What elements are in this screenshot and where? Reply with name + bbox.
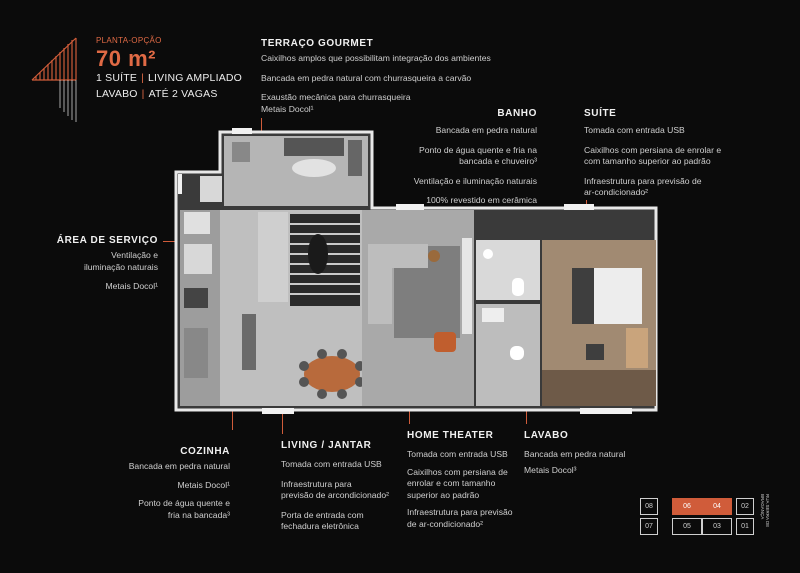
servico-title: ÁREA DE SERVIÇO (56, 235, 158, 246)
feature-suite: 1 SUÍTE (96, 72, 138, 84)
lavabo-item: Bancada em pedra natural (524, 449, 626, 459)
cozinha-item: Metais Docol¹ (177, 479, 230, 490)
unit-cell: 03 (702, 518, 732, 535)
home-item: superior ao padrão (407, 489, 480, 500)
feature-living: LIVING AMPLIADO (148, 72, 243, 84)
banho-item: Ponto de água quente e fria na (418, 144, 537, 155)
lavabo-item: Metais Docol³ (524, 464, 577, 475)
unit-cell-highlight: 04 (702, 498, 732, 515)
plan-features-line-2: LAVABO | ATÉ 2 VAGAS (96, 88, 218, 100)
home-section (407, 430, 527, 530)
home-item: Infraestrutura para previsão (407, 507, 513, 517)
banho-item: 100% revestido em cerâmica (426, 195, 537, 205)
cozinha-item: Ponto de água quente e (138, 498, 230, 508)
living-title: LIVING / JANTAR (281, 440, 372, 451)
plan-features-line-1: 1 SUÍTE | LIVING AMPLIADO (96, 72, 243, 84)
suite-item: Infraestrutura para previsão de (584, 175, 702, 186)
home-title: HOME THEATER (407, 430, 494, 441)
servico-item: Metais Docol¹ (105, 281, 158, 291)
suite-item: ar-condicionado² (584, 187, 649, 197)
home-item: Tomada com entrada USB (407, 449, 508, 459)
suite-item: Caixilhos com persiana de enrolar e (584, 144, 722, 155)
suite-title: SUÍTE (584, 108, 617, 119)
living-item: Tomada com entrada USB (281, 459, 382, 469)
cozinha-item: Bancada em pedra natural (128, 461, 230, 471)
suite-item: com tamanho superior ao padrão (584, 156, 711, 166)
logo-lines-graphic (30, 36, 82, 122)
banho-title: BANHO (497, 108, 537, 119)
living-item: Porta de entrada com (281, 509, 364, 520)
living-section (281, 440, 411, 533)
living-item: fechadura eletrônica (281, 521, 359, 531)
lavabo-section (524, 430, 644, 476)
terraco-item: Metais Docol¹ (261, 103, 314, 114)
cozinha-title: COZINHA (180, 446, 230, 457)
terraco-section (261, 38, 491, 115)
servico-item: Ventilação e (111, 250, 158, 260)
plan-area: 70 m² (96, 46, 156, 71)
terraco-item: Bancada em pedra natural com churrasqueira a carvão (261, 72, 472, 83)
terraco-item: Exaustão mecânica para churrasqueira (261, 92, 411, 102)
lavabo-title: LAVABO (524, 430, 569, 441)
street-label: RUA SERRA DE BRAGANÇA (760, 494, 770, 528)
banho-item: bancada e chuveiro³ (459, 156, 537, 166)
plan-kicker: PLANTA-OPÇÃO (96, 36, 162, 45)
unit-cell-highlight: 06 (672, 498, 702, 515)
banho-item: Bancada em pedra natural (435, 125, 537, 135)
building-site-map (640, 494, 760, 536)
cozinha-section (100, 446, 230, 521)
floor-plan (172, 128, 660, 415)
living-item: previsão de arcondicionado² (281, 490, 389, 500)
unit-cell: 08 (640, 498, 658, 515)
unit-cell: 01 (736, 518, 754, 535)
servico-item: iluminação naturais (83, 261, 158, 272)
suite-item: Tomada com entrada USB (584, 125, 685, 135)
home-item: de ar-condicionado² (407, 518, 483, 529)
cozinha-item: fria na bancada³ (167, 509, 230, 520)
banho-item: Ventilação e iluminação naturais (413, 175, 537, 186)
unit-cell: 07 (640, 518, 658, 535)
unit-cell: 05 (672, 518, 702, 535)
feature-vagas: ATÉ 2 VAGAS (148, 88, 218, 100)
living-item: Infraestrutura para (281, 478, 352, 489)
home-item: Caixilhos com persiana de (407, 466, 508, 477)
servico-section (40, 235, 158, 293)
feature-lavabo: LAVABO (96, 88, 138, 100)
terraco-item: Caixilhos amplos que possibilitam integração dos ambientes (261, 53, 491, 63)
terraco-title: TERRAÇO GOURMET (261, 38, 374, 49)
home-item: enrolar e com tamanho (407, 478, 496, 488)
unit-cell: 02 (736, 498, 754, 515)
